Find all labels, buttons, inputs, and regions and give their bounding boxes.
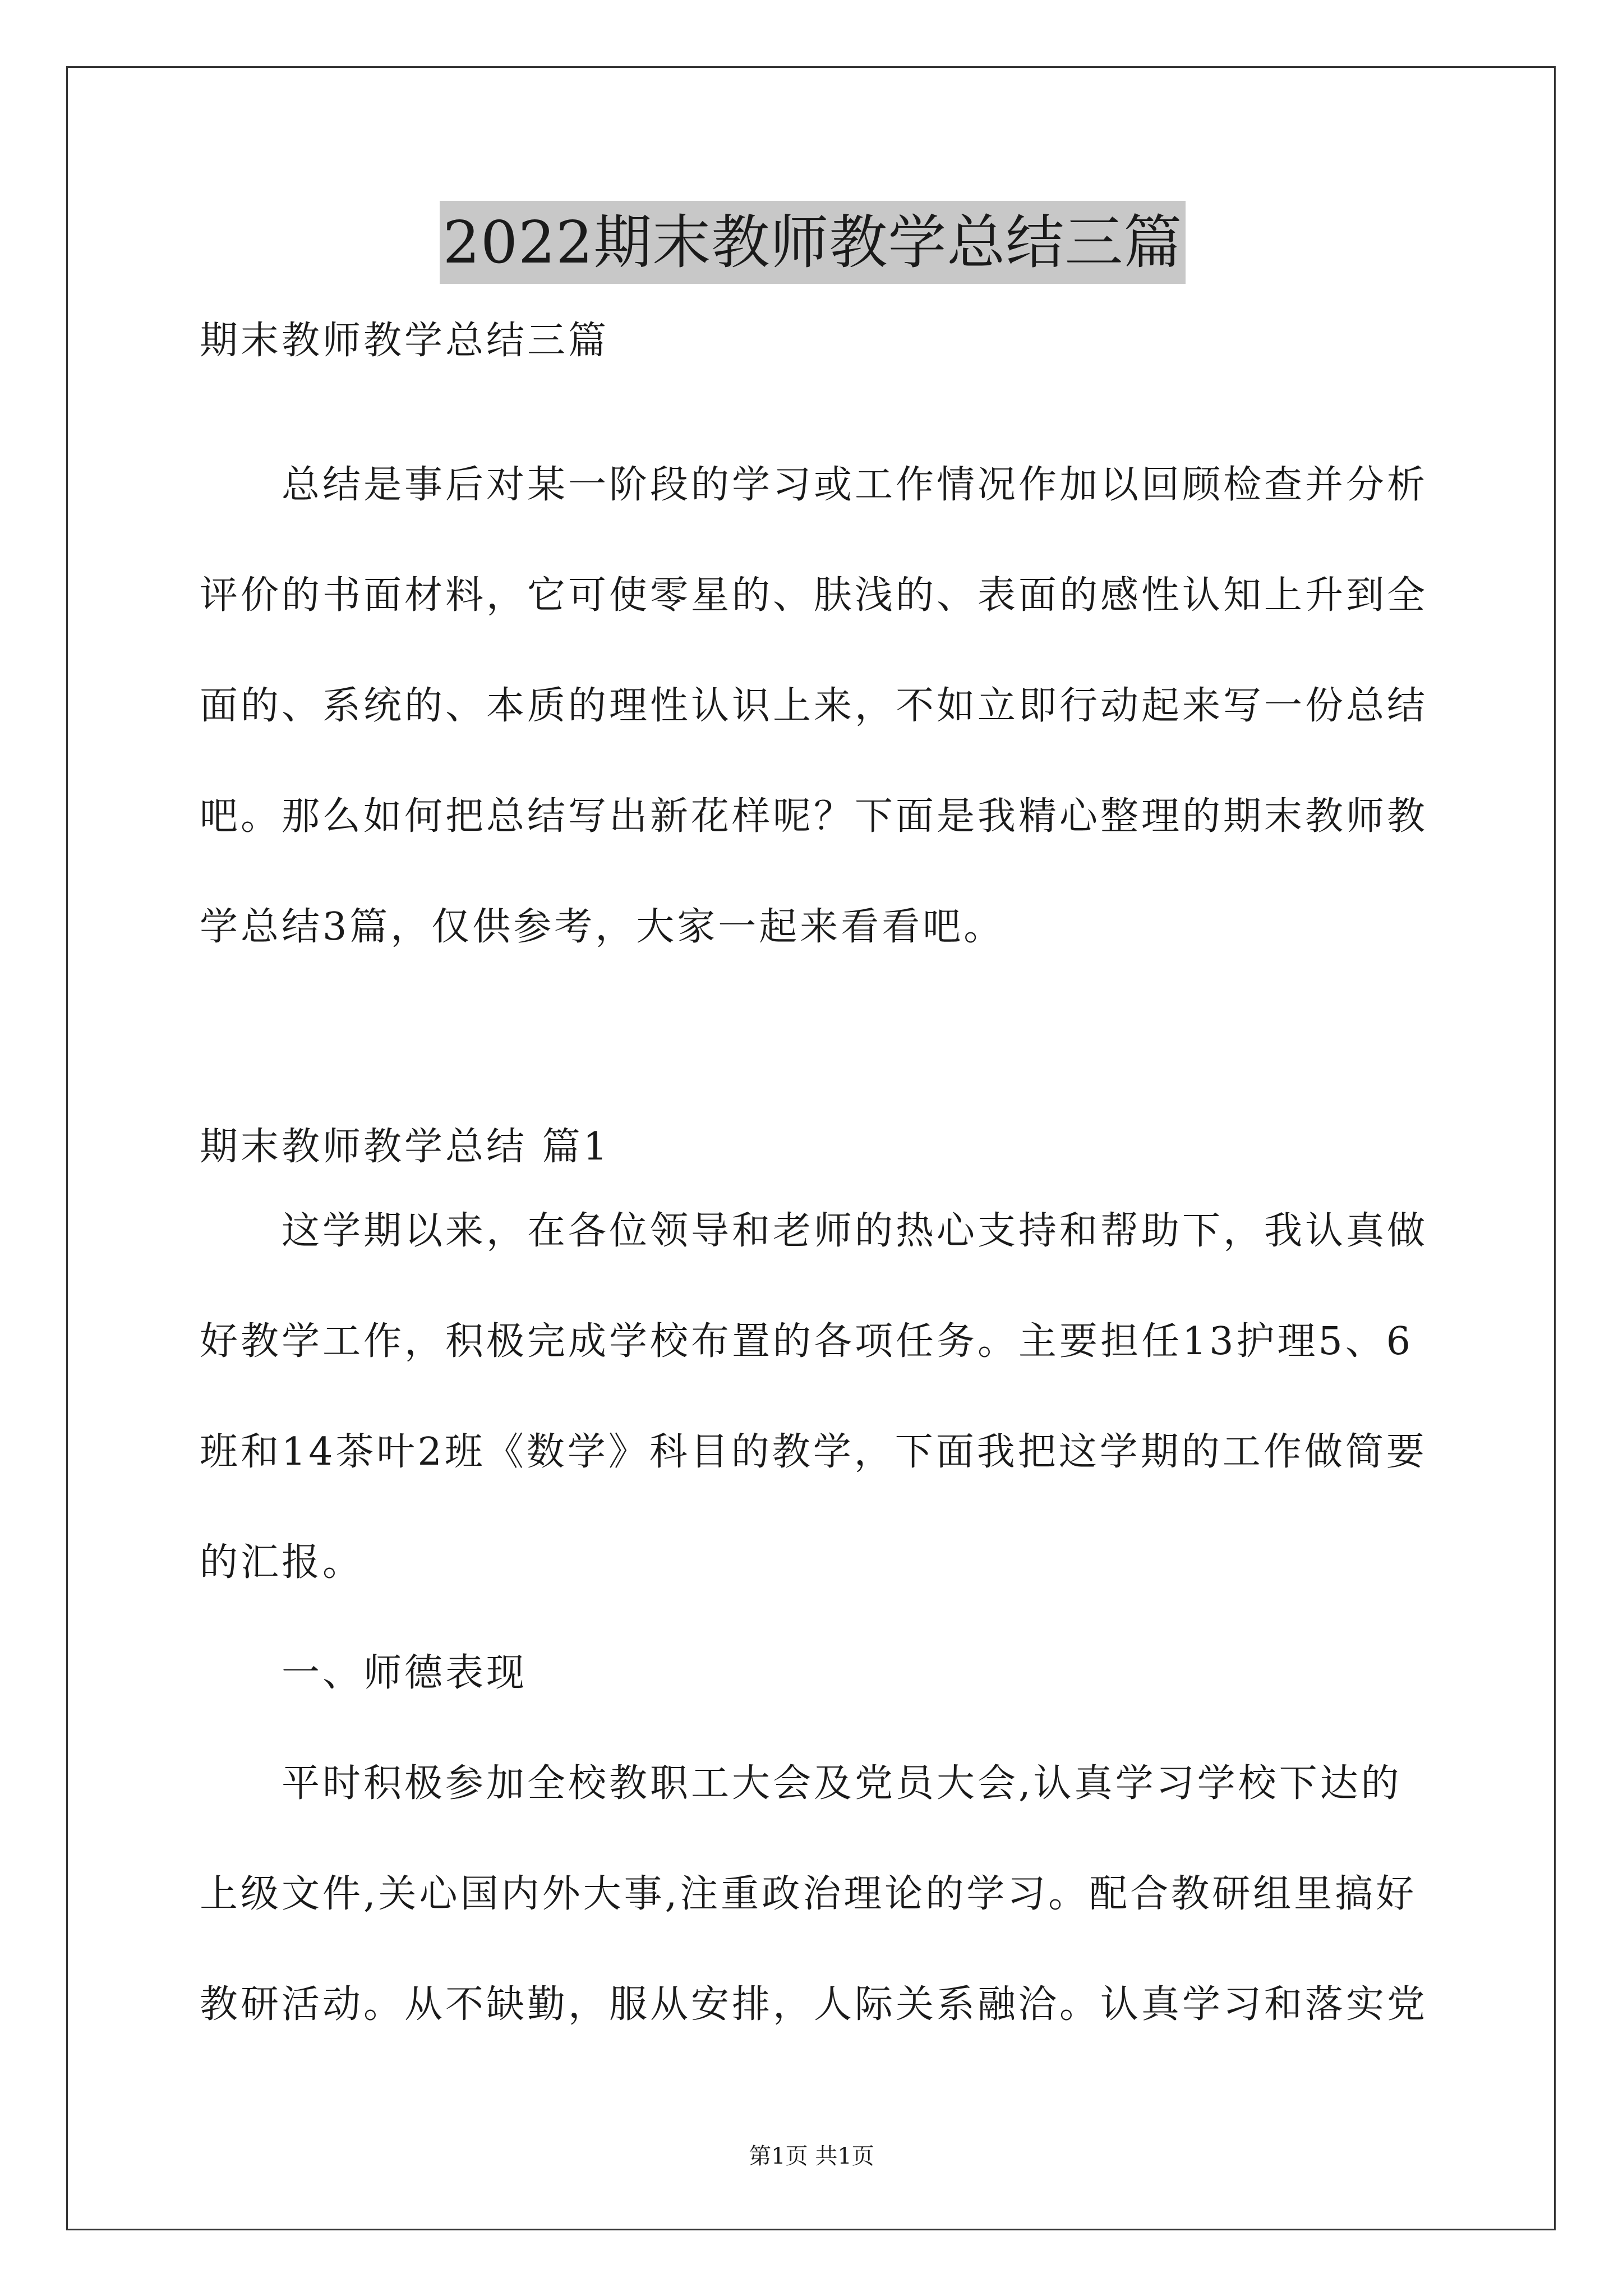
paragraph-line: 教研活动。从不缺勤，服从安排，人际关系融洽。认真学习和落实党 [200,1982,1428,2027]
paragraph-line: 上级文件,关心国内外大事,注重政治理论的学习。配合教研组里搞好 [200,1872,1417,1916]
paragraph-line: 评价的书面材料，它可使零星的、肤浅的、表面的感性认知上升到全 [200,573,1428,618]
paragraph-line: 总结是事后对某一阶段的学习或工作情况作加以回顾检查并分析 [282,463,1428,507]
subsection-heading: 一、师德表现 [282,1651,528,1695]
page-number-footer: 第1页 共1页 [749,2143,874,2169]
paragraph-line: 吧。那么如何把总结写出新花样呢？下面是我精心整理的期末教师教 [200,794,1428,839]
paragraph-line: 的汇报。 [200,1540,364,1585]
paragraph-line: 班和14茶叶2班《数学》科目的教学，下面我把这学期的工作做简要 [200,1430,1427,1474]
paragraph-line: 面的、系统的、本质的理性认识上来，不如立即行动起来写一份总结 [200,684,1428,728]
subtitle-line: 期末教师教学总结三篇 [200,319,610,363]
paragraph-line: 好教学工作，积极完成学校布置的各项任务。主要担任13护理5、6 [200,1319,1414,1364]
paragraph-line: 这学期以来，在各位领导和老师的热心支持和帮助下，我认真做 [282,1209,1428,1253]
paragraph-line: 学总结3篇，仅供参考，大家一起来看看吧。 [200,905,1005,949]
section-heading: 期末教师教学总结 篇1 [200,1125,610,1169]
paragraph-line: 平时积极参加全校教职工大会及党员大会,认真学习学校下达的 [282,1761,1402,1806]
document-title: 2022期末教师教学总结三篇 [440,201,1186,284]
title-container [200,201,1426,284]
